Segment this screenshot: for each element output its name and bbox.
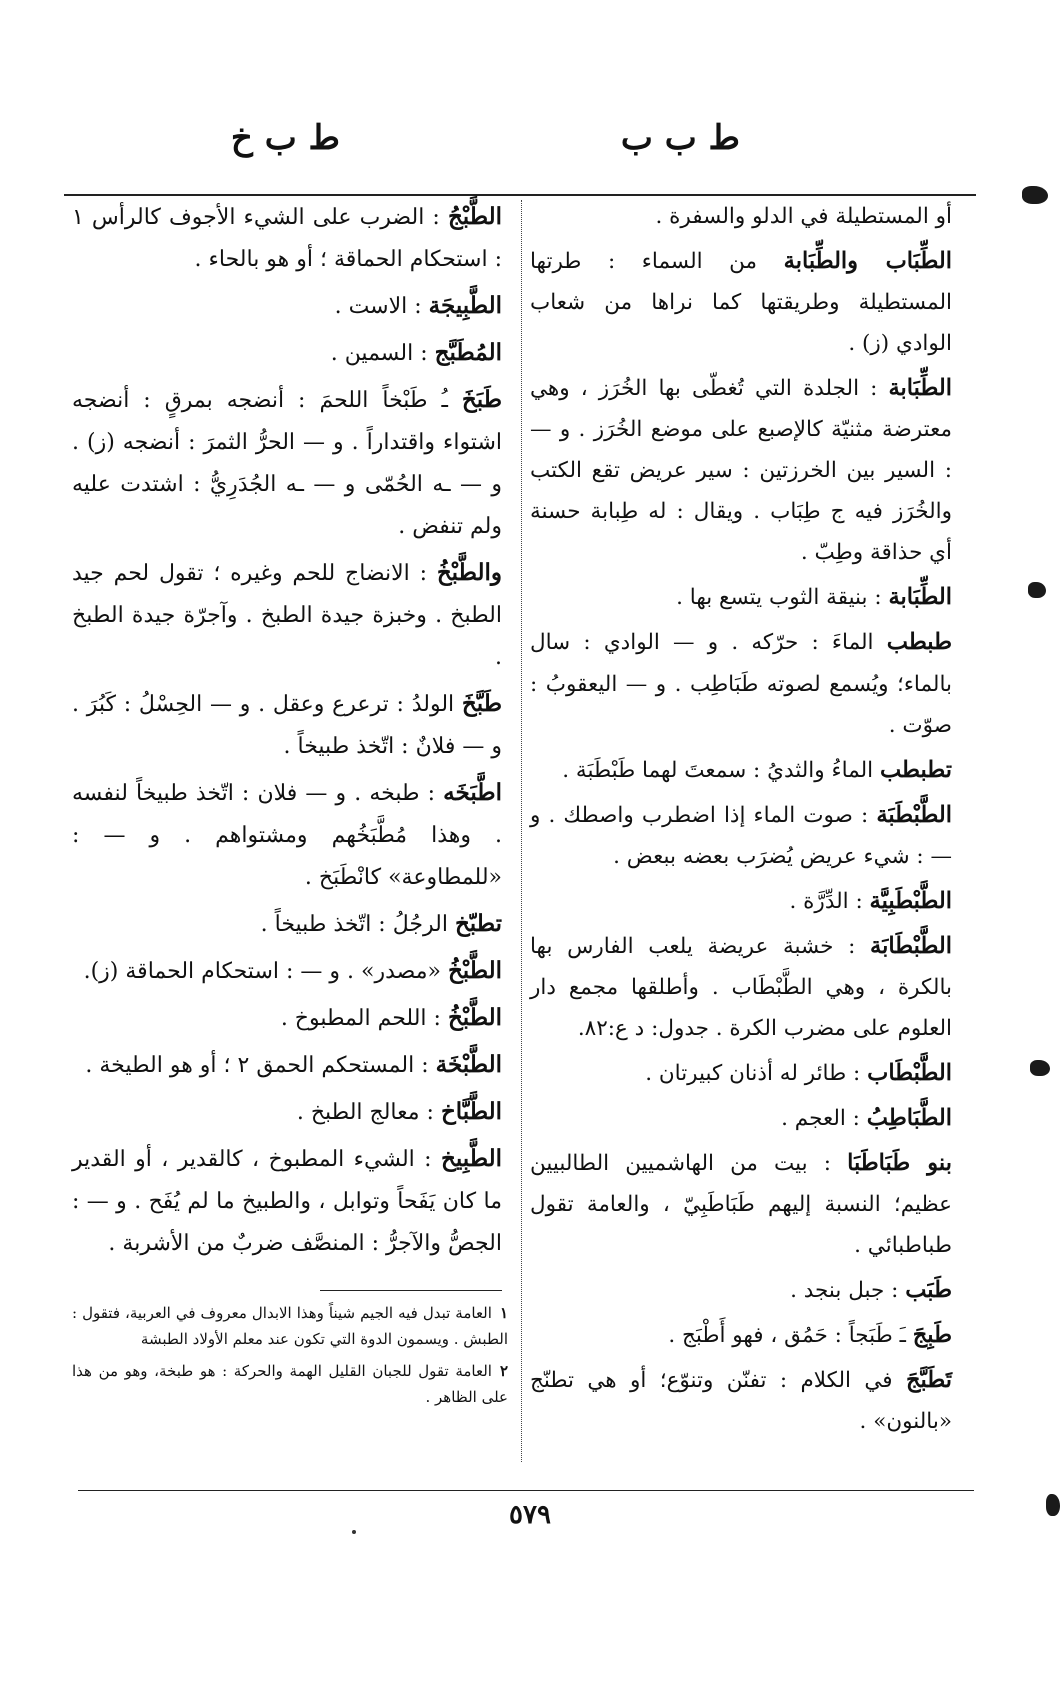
entry-headword: اطَّبَخَه — [443, 779, 502, 806]
dictionary-entry — [530, 795, 952, 877]
entry-headword: الطَّبَّاخ — [440, 1098, 502, 1125]
dictionary-entry — [530, 1053, 952, 1094]
entry-definition: : الجلدة التي تُغطّى بها الخُرَز ، وهي معترضة مثنيّة كالإصبع على موضع الخُرَز . و — : السير بين الخرزتين : سير عريض تقع الكتب والخُرَز فيه ج طِبَاب . ويقال : له طِبابة حسنة أي حذاقة وطِبّ . — [530, 376, 952, 566]
scan-smudge — [1022, 186, 1048, 204]
entry-definition: : الشيء المطبوخ ، كالقدير ، أو القدير ما كان يَفَحاً وتوابل ، والطبيخ ما لم يُفَح . و — : الجصُّ والآجرُّ : المنصَّف ضربٌ من الأشربة . — [72, 1147, 502, 1256]
dictionary-entry — [530, 196, 952, 237]
dictionary-entry — [530, 241, 952, 364]
footnote-rule — [320, 1290, 502, 1291]
footnote — [72, 1358, 508, 1410]
entry-headword: طَبِجَ — [912, 1322, 952, 1349]
dictionary-entry — [530, 1270, 952, 1311]
scan-smudge — [1046, 1494, 1060, 1516]
dictionary-entry — [72, 683, 502, 768]
entry-definition: : الاست . — [334, 294, 422, 319]
footnote-text: العامة تقول للجبان القليل الهمة والحركة : هو طبخة، وهو من هذا على الظاهر . — [72, 1362, 508, 1406]
dictionary-entry — [72, 903, 502, 946]
entry-headword: الطَّبِيجَة — [428, 292, 502, 319]
entry-headword: طبطب — [886, 629, 952, 656]
entry-definition: : معالج الطبخ . — [296, 1100, 434, 1125]
entry-headword: الطَّبْطَابَة — [870, 932, 952, 959]
entry-headword: تَطَبَّجَ — [905, 1367, 952, 1394]
entry-definition: ـُ طَبْخاً اللحمَ : أنضجه بمرقٍ : أنضجه اشتواء واقتداراً . و — الحرُّ الثمرَ : أنضجه (ز) . و — ـه الحُمّى و — ـه الجُدَرِيُّ : اشتدت عليه ولم تنفض . — [72, 388, 502, 539]
dictionary-entry — [72, 379, 502, 548]
scan-speck — [352, 1530, 356, 1534]
entry-headword: الطَّبْخُ — [447, 957, 502, 984]
dictionary-entry — [72, 950, 502, 993]
column-divider — [521, 200, 522, 1462]
entry-definition: في الكلام : تفنّن وتنوّع؛ أو هي تطنّج «بالنون» . — [530, 1368, 952, 1435]
dictionary-entry — [530, 1143, 952, 1266]
entry-definition: : بنيقة الثوب يتسع بها . — [676, 585, 882, 611]
entry-definition: : خشبة عريضة يلعب الفارس بها بالكرة ، وهي الطَّبْطَاب . وأطلقها مجمع دار العلوم على مضرب الكرة . جدول: د ع:٨٢. — [530, 933, 952, 1041]
entry-headword: الطَّبْجُ — [447, 203, 502, 230]
footer-rule — [78, 1490, 974, 1491]
running-head-left: ط ب خ — [230, 118, 340, 158]
dictionary-entry — [72, 1091, 502, 1134]
entry-definition: : الانضاج للحم وغيره ؛ تقول لحم جيد الطبخ . وخبزة جيدة الطبخ . وآجرّة جيدة الطبخ . — [72, 561, 502, 670]
entry-headword: الطَّبْطَاب — [867, 1059, 952, 1086]
footnotes — [72, 1300, 508, 1416]
entry-definition: أو المستطيلة في الدلو والسفرة . — [655, 204, 952, 229]
entry-headword: الطِّبَاب والطِّبَابة — [783, 248, 953, 275]
entry-definition: : طبخه . و — فلان : اتّخذ طبيخاً لنفسه . وهذا مُطَّبَخُهم ومشتواهم . و — : «للمطاوعة» كانْطَبَخ . — [72, 781, 502, 890]
entry-headword: تطبطب — [879, 756, 952, 783]
dictionary-entry — [72, 1044, 502, 1087]
entry-headword: الطَّبْخَة — [435, 1051, 502, 1078]
entry-definition: ـَ طَبَجاً : حَمُق ، فهو أَطْبَج . — [668, 1323, 906, 1349]
entry-definition: : اللحم المطبوخ . — [280, 1006, 441, 1031]
entry-definition: «مصدر» . و — : استحكام الحماقة (ز). — [83, 959, 441, 984]
footnote-number: ١ — [499, 1304, 508, 1322]
dictionary-entry — [72, 332, 502, 375]
entry-headword: تطبّخ — [454, 910, 502, 937]
entry-headword: الطَّبْخُ — [447, 1004, 502, 1031]
dictionary-entry — [530, 750, 952, 791]
entry-headword: والطَّبْخُ — [436, 559, 502, 586]
dictionary-entry — [530, 622, 952, 745]
entry-headword: بنو طَبَاطَبَا — [847, 1150, 952, 1177]
dictionary-entry — [530, 881, 952, 922]
dictionary-entry — [72, 285, 502, 328]
entry-definition: : المستحكم الحمق ٢ ؛ أو هو الطيخة . — [85, 1053, 429, 1078]
entry-definition: : طائر له أذنان كبيرتان . — [645, 1060, 861, 1086]
entry-headword: الطِّبَابة — [888, 584, 952, 611]
entry-definition: الرجُلُ : اتّخذ طبيخاً . — [260, 912, 448, 937]
left-column — [72, 196, 502, 1269]
page-number: ٥٧٩ — [509, 1500, 551, 1530]
dictionary-entry — [72, 552, 502, 679]
entry-definition: : العجم . — [781, 1105, 860, 1131]
footnote-text: العامة تبدل فيه الجيم شيناً وهذا الابدال معروف في العربية، فتقول : الطبش . ويسمون الدوة التي تكون عند معلم الأولاد الطبشة — [72, 1304, 508, 1348]
entry-headword: المُطَبَّج — [434, 339, 502, 366]
entry-headword: الطَّبَاطِبُ — [866, 1104, 952, 1131]
footnote — [72, 1300, 508, 1352]
dictionary-entry — [530, 577, 952, 618]
entry-definition: : الدِّرَّة . — [789, 888, 863, 914]
right-column — [530, 196, 952, 1446]
scan-smudge — [1028, 582, 1046, 598]
entry-definition: الولدُ : ترعرع وعقل . و — الحِسْلُ : كَبُرَ . و — فلانٌ : اتّخذ طبيخاً . — [72, 692, 502, 759]
entry-headword: الطِّبَابة — [888, 375, 952, 402]
entry-headword: طَبَب — [905, 1277, 952, 1304]
dictionary-entry — [530, 1360, 952, 1442]
entry-definition: : بيت من الهاشميين الطالبيين عظيم؛ النسبة إليهم طَبَاطَبِيّ ، والعامة تقول طباطبائي . — [530, 1151, 952, 1259]
entry-definition: : صوت الماء إذا اضطرب واصطك . و — : شيء عريض يُضرَب بعضه ببعض . — [530, 802, 952, 869]
entry-headword: الطَّبِيخ — [441, 1145, 502, 1172]
running-head-right: ط ب ب — [620, 118, 740, 158]
dictionary-entry — [72, 772, 502, 899]
dictionary-entry — [530, 1315, 952, 1356]
scan-smudge — [1030, 1060, 1050, 1076]
entry-headword: الطَّبْطَبِيَّة — [869, 887, 952, 914]
entry-definition: من السماء : طرتها المستطيلة وطريقتها كما نراها من شعاب الوادي (ز) . — [530, 249, 952, 357]
dictionary-entry — [72, 196, 502, 281]
dictionary-entry — [530, 368, 952, 573]
footnote-number: ٢ — [499, 1362, 508, 1380]
entry-headword: الطَّبْطَبَة — [876, 801, 952, 828]
dictionary-entry — [530, 926, 952, 1049]
entry-headword: طَبَّخَ — [461, 690, 502, 717]
entry-definition: : الضرب على الشيء الأجوف كالرأس ١ : استحكام الحماقة ؛ أو هو بالحاء . — [72, 205, 502, 272]
dictionary-entry — [530, 1098, 952, 1139]
dictionary-entry — [72, 997, 502, 1040]
entry-definition: : السمين . — [330, 341, 428, 366]
entry-headword: طَبَخَ — [461, 386, 502, 413]
entry-definition: الماءُ والثديُ : سمعتَ لهما طَبْطَبَة . — [562, 757, 874, 783]
entry-definition: : جبل بنجد . — [790, 1278, 899, 1304]
entry-definition: الماءَ : حرّكه . و — الوادي : سال بالماء؛ ويُسمع لصوته طَبَاطِب . و — اليعقوبُ : صوّت . — [530, 630, 952, 738]
dictionary-entry — [72, 1138, 502, 1265]
